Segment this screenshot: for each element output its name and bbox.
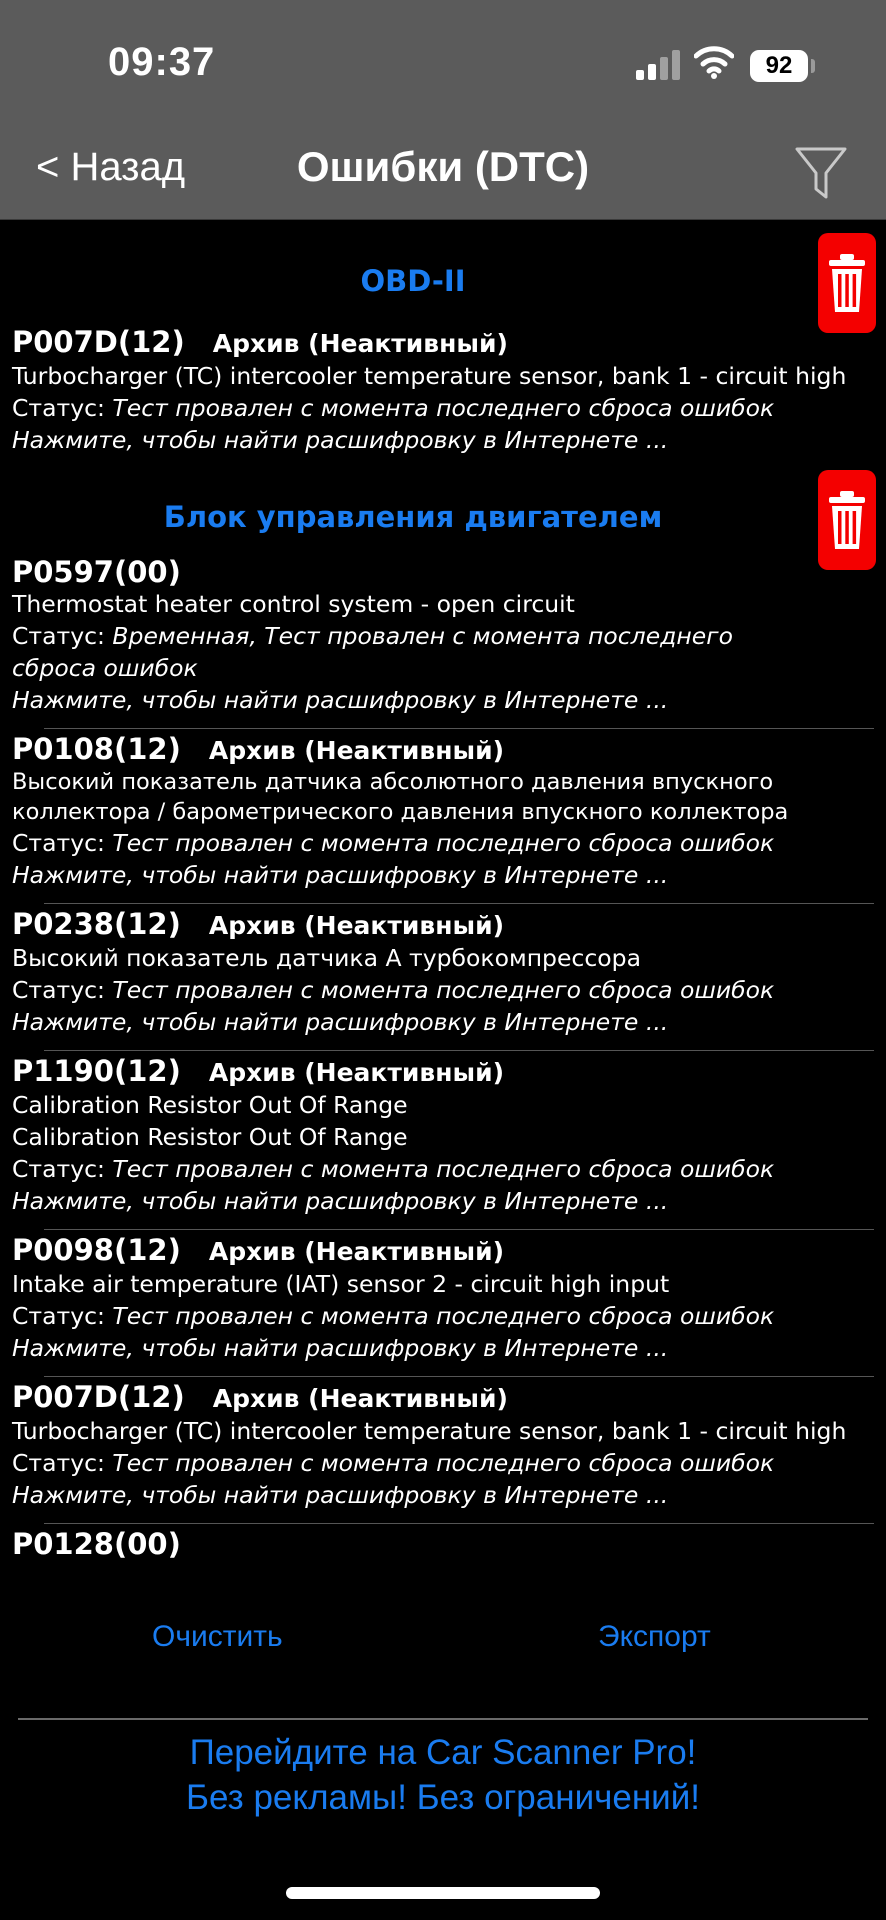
dtc-state: Архив (Неактивный)	[212, 329, 508, 358]
dtc-item[interactable]	[0, 1524, 886, 1560]
dtc-description: Turbocharger (TC) intercooler temperature sensor, bank 1 - circuit high	[12, 1417, 847, 1445]
export-button[interactable]: Экспорт	[598, 1620, 711, 1653]
dtc-search-link[interactable]: Нажмите, чтобы найти расшифровку в Интернете ...	[12, 1334, 669, 1362]
dtc-state: Архив (Неактивный)	[208, 911, 505, 940]
section-engine-ecu	[0, 476, 886, 1560]
pro-upgrade-banner[interactable]	[0, 1730, 886, 1820]
battery-icon	[750, 50, 808, 82]
dtc-code: P0238(12)	[12, 907, 181, 941]
dtc-search-link[interactable]: Нажмите, чтобы найти расшифровку в Интернете ...	[12, 686, 669, 714]
action-bar	[0, 1620, 886, 1670]
page-title: Ошибки (DTC)	[296, 143, 590, 190]
dtc-search-link[interactable]: Нажмите, чтобы найти расшифровку в Интернете ...	[12, 1008, 669, 1036]
section-title: Блок управления двигателем	[163, 500, 663, 534]
dtc-item[interactable]	[0, 1377, 886, 1523]
promo-line-2: Без рекламы! Без ограничений!	[186, 1778, 700, 1817]
dtc-status-value: Тест провален с момента последнего сброса ошибок	[112, 1155, 775, 1183]
dtc-search-link[interactable]: Нажмите, чтобы найти расшифровку в Интернете ...	[12, 1187, 669, 1215]
dtc-status-label: Статус:	[12, 1155, 113, 1183]
dtc-item[interactable]	[0, 326, 886, 456]
dtc-description: Высокий показатель датчика абсолютного давления впускного коллектора / барометрического давления впускного коллектора	[12, 769, 789, 825]
dtc-code: P0597(00)	[12, 555, 181, 589]
dtc-item[interactable]	[0, 556, 886, 728]
dtc-status-label: Статус:	[12, 394, 113, 422]
bottom-divider	[18, 1718, 868, 1720]
dtc-search-link[interactable]: Нажмите, чтобы найти расшифровку в Интернете ...	[12, 861, 669, 889]
home-indicator[interactable]	[286, 1887, 600, 1899]
dtc-item[interactable]	[0, 904, 886, 1050]
battery-level: 92	[765, 52, 793, 79]
dtc-code: P007D(12)	[12, 325, 185, 359]
promo-line-1: Перейдите на Car Scanner Pro!	[189, 1733, 697, 1772]
dtc-code: P0128(00)	[12, 1527, 181, 1561]
trash-icon	[827, 252, 867, 314]
status-time: 09:37	[108, 40, 216, 84]
status-bar	[0, 0, 886, 125]
dtc-status-value: Тест провален с момента последнего сброса ошибок	[112, 829, 775, 857]
dtc-state: Архив (Неактивный)	[208, 1237, 505, 1266]
wifi-icon	[694, 44, 734, 80]
dtc-status-value: Тест провален с момента последнего сброса ошибок	[112, 1302, 775, 1330]
section-title: OBD-II	[360, 264, 466, 298]
dtc-code: P007D(12)	[12, 1380, 185, 1414]
filter-icon[interactable]	[794, 145, 848, 203]
dtc-code: P1190(12)	[12, 1054, 181, 1088]
dtc-item[interactable]	[0, 729, 886, 903]
dtc-status-label: Статус:	[12, 622, 113, 650]
dtc-list[interactable]	[0, 221, 886, 1566]
dtc-code: P0108(12)	[12, 732, 181, 766]
dtc-state: Архив (Неактивный)	[208, 1058, 505, 1087]
dtc-status-value: Тест провален с момента последнего сброса ошибок	[112, 976, 775, 1004]
clear-button[interactable]: Очистить	[152, 1620, 283, 1653]
battery-tip	[811, 59, 815, 73]
dtc-status-value: Временная, Тест провален с момента последнего сброса ошибок	[12, 622, 733, 682]
delete-obd2-button[interactable]	[818, 233, 876, 333]
cellular-signal-icon	[636, 48, 682, 80]
dtc-status-label: Статус:	[12, 976, 113, 1004]
dtc-description: Высокий показатель датчика А турбокомпрессора	[12, 944, 641, 972]
dtc-status-value: Тест провален с момента последнего сброса ошибок	[112, 394, 775, 422]
back-button[interactable]: < Назад	[36, 145, 186, 189]
dtc-description: Intake air temperature (IAT) sensor 2 - circuit high input	[12, 1270, 670, 1298]
dtc-description: Calibration Resistor Out Of Range Calibration Resistor Out Of Range	[12, 1091, 408, 1151]
nav-bar	[0, 125, 886, 220]
dtc-state: Архив (Неактивный)	[208, 736, 505, 765]
dtc-item[interactable]	[0, 1051, 886, 1229]
dtc-search-link[interactable]: Нажмите, чтобы найти расшифровку в Интернете ...	[12, 426, 669, 454]
dtc-code: P0098(12)	[12, 1233, 181, 1267]
dtc-state: Архив (Неактивный)	[212, 1384, 508, 1413]
trash-icon	[827, 489, 867, 551]
dtc-item[interactable]	[0, 1230, 886, 1376]
section-obd2	[0, 221, 886, 476]
dtc-status-value: Тест провален с момента последнего сброса ошибок	[112, 1449, 775, 1477]
delete-engine-ecu-button[interactable]	[818, 470, 876, 570]
dtc-search-link[interactable]: Нажмите, чтобы найти расшифровку в Интернете ...	[12, 1481, 669, 1509]
dtc-status-label: Статус:	[12, 1302, 113, 1330]
dtc-description: Turbocharger (TC) intercooler temperature sensor, bank 1 - circuit high	[12, 362, 847, 390]
dtc-description: Thermostat heater control system - open circuit	[12, 590, 575, 618]
dtc-status-label: Статус:	[12, 1449, 113, 1477]
dtc-status-label: Статус:	[12, 829, 113, 857]
